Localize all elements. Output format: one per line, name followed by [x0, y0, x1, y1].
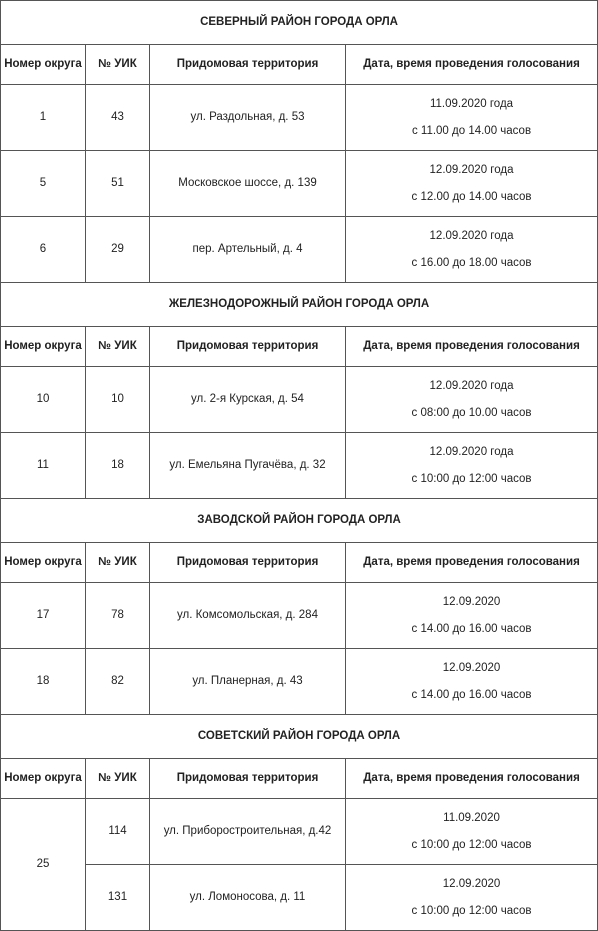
header-territory: Придомовая территория: [150, 543, 346, 583]
district-header-row: [1, 1, 598, 45]
okrug-cell: 10: [1, 367, 86, 433]
datetime-cell: [346, 583, 598, 649]
district-header-row: [1, 499, 598, 543]
header-uik: № УИК: [86, 543, 150, 583]
datetime-cell: [346, 85, 598, 151]
table-row: [1, 649, 598, 715]
uik-cell: 131: [86, 865, 150, 931]
date-text: 12.09.2020: [442, 595, 501, 608]
header-okrug: Номер округа: [1, 543, 86, 583]
uik-cell: 43: [86, 85, 150, 151]
column-header-row: [1, 45, 598, 85]
uik-cell: 29: [86, 217, 150, 283]
date-text: 12.09.2020 года: [429, 379, 514, 392]
okrug-cell: 17: [1, 583, 86, 649]
okrug-cell: 11: [1, 433, 86, 499]
header-okrug: Номер округа: [1, 327, 86, 367]
address-cell: ул. Комсомольская, д. 284: [150, 583, 346, 649]
table-row: [1, 85, 598, 151]
datetime-cell: [346, 799, 598, 865]
address-cell: ул. 2-я Курская, д. 54: [150, 367, 346, 433]
address-cell: ул. Приборостроительная, д.42: [150, 799, 346, 865]
uik-cell: 78: [86, 583, 150, 649]
date-text: 11.09.2020 года: [429, 97, 514, 110]
date-text: 12.09.2020 года: [429, 163, 514, 176]
header-okrug: Номер округа: [1, 759, 86, 799]
address-cell: ул. Раздольная, д. 53: [150, 85, 346, 151]
time-text: с 11.00 до 14.00 часов: [411, 124, 532, 137]
header-territory: Придомовая территория: [150, 759, 346, 799]
okrug-cell: 5: [1, 151, 86, 217]
date-text: 12.09.2020: [442, 661, 501, 674]
district-title: ЖЕЛЕЗНОДОРОЖНЫЙ РАЙОН ГОРОДА ОРЛА: [1, 283, 598, 327]
okrug-cell: 18: [1, 649, 86, 715]
district-title: СЕВЕРНЫЙ РАЙОН ГОРОДА ОРЛА: [1, 1, 598, 45]
time-text: с 12.00 до 14.00 часов: [411, 190, 532, 203]
district-title: ЗАВОДСКОЙ РАЙОН ГОРОДА ОРЛА: [1, 499, 598, 543]
time-text: с 10:00 до 12:00 часов: [411, 472, 532, 485]
uik-cell: 18: [86, 433, 150, 499]
okrug-cell: 1: [1, 85, 86, 151]
datetime-cell: [346, 217, 598, 283]
time-text: с 10:00 до 12:00 часов: [411, 838, 532, 851]
header-datetime: Дата, время проведения голосования: [346, 759, 598, 799]
okrug-cell: 6: [1, 217, 86, 283]
column-header-row: [1, 327, 598, 367]
table-row: [1, 799, 598, 865]
time-text: с 08:00 до 10.00 часов: [411, 406, 532, 419]
header-uik: № УИК: [86, 759, 150, 799]
header-uik: № УИК: [86, 327, 150, 367]
uik-cell: 10: [86, 367, 150, 433]
table-row: [1, 865, 598, 931]
address-cell: Московское шоссе, д. 139: [150, 151, 346, 217]
time-text: с 16.00 до 18.00 часов: [411, 256, 532, 269]
address-cell: ул. Ломоносова, д. 11: [150, 865, 346, 931]
district-header-row: [1, 715, 598, 759]
uik-cell: 82: [86, 649, 150, 715]
date-text: 11.09.2020: [443, 811, 500, 824]
district-title: СОВЕТСКИЙ РАЙОН ГОРОДА ОРЛА: [1, 715, 598, 759]
header-datetime: Дата, время проведения голосования: [346, 45, 598, 85]
table-row: [1, 367, 598, 433]
address-cell: пер. Артельный, д. 4: [150, 217, 346, 283]
datetime-cell: [346, 367, 598, 433]
table-row: [1, 583, 598, 649]
datetime-cell: [346, 649, 598, 715]
uik-cell: 51: [86, 151, 150, 217]
date-text: 12.09.2020 года: [429, 445, 514, 458]
header-datetime: Дата, время проведения голосования: [346, 543, 598, 583]
okrug-cell: 25: [1, 799, 86, 931]
datetime-cell: [346, 865, 598, 931]
district-header-row: [1, 283, 598, 327]
table-row: [1, 217, 598, 283]
header-datetime: Дата, время проведения голосования: [346, 327, 598, 367]
table-row: [1, 433, 598, 499]
header-territory: Придомовая территория: [150, 327, 346, 367]
time-text: с 10:00 до 12:00 часов: [411, 904, 532, 917]
header-uik: № УИК: [86, 45, 150, 85]
uik-cell: 114: [86, 799, 150, 865]
address-cell: ул. Емельяна Пугачёва, д. 32: [150, 433, 346, 499]
column-header-row: [1, 543, 598, 583]
date-text: 12.09.2020 года: [429, 229, 514, 242]
datetime-cell: [346, 433, 598, 499]
header-okrug: Номер округа: [1, 45, 86, 85]
address-cell: ул. Планерная, д. 43: [150, 649, 346, 715]
column-header-row: [1, 759, 598, 799]
time-text: с 14.00 до 16.00 часов: [411, 622, 532, 635]
datetime-cell: [346, 151, 598, 217]
time-text: с 14.00 до 16.00 часов: [411, 688, 532, 701]
date-text: 12.09.2020: [442, 877, 501, 890]
table-row: [1, 151, 598, 217]
header-territory: Придомовая территория: [150, 45, 346, 85]
